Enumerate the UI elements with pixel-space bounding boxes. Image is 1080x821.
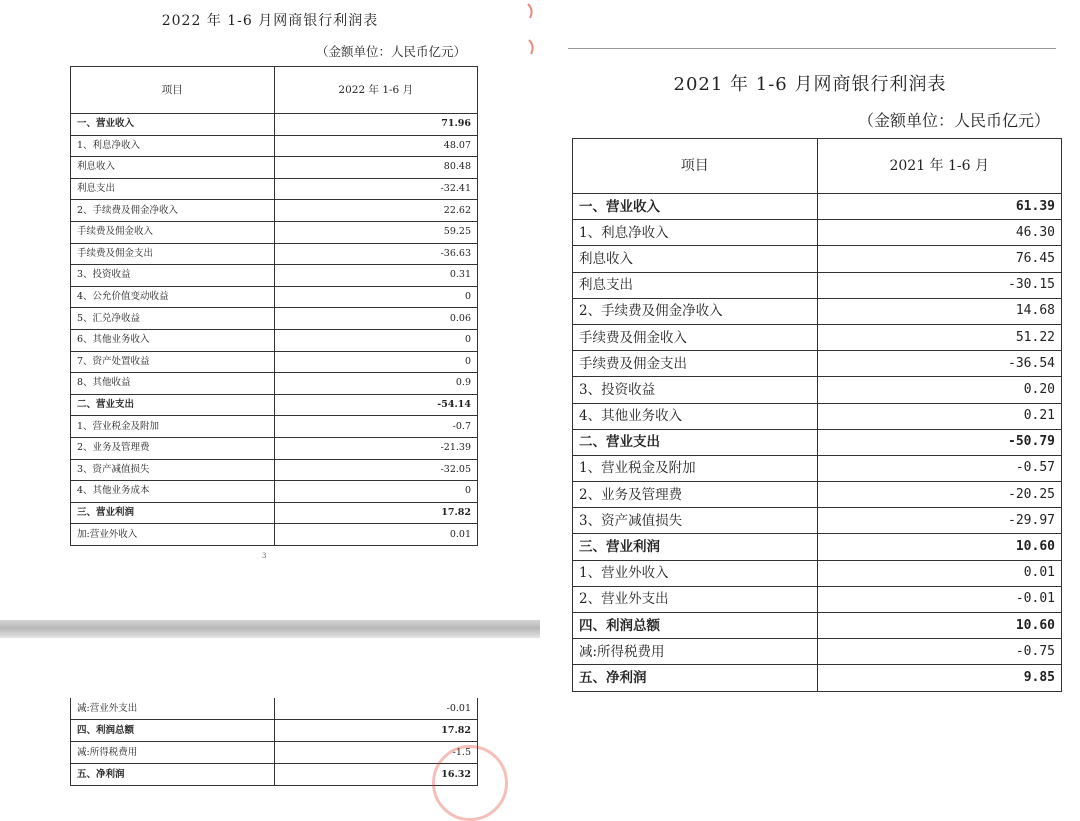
row-value: 17.82 (274, 502, 478, 524)
row-label: 1、营业税金及附加 (71, 416, 275, 438)
table-row (71, 114, 478, 136)
row-label: 1、营业税金及附加 (573, 455, 818, 481)
row-value: 76.45 (817, 246, 1062, 272)
row-value: -36.54 (817, 351, 1062, 377)
header-period: 2022 年 1-6 月 (274, 67, 478, 114)
row-value: 10.60 (817, 613, 1062, 639)
income-table-2022-body (71, 114, 478, 546)
header-rule (568, 48, 1056, 49)
table-row (71, 135, 478, 157)
table-row (71, 502, 478, 524)
row-value: -32.41 (274, 178, 478, 200)
table-row (71, 329, 478, 351)
row-label: 4、公允价值变动收益 (71, 286, 275, 308)
row-value: 22.62 (274, 200, 478, 222)
row-value: -30.15 (817, 272, 1062, 298)
row-label: 4、其他业务成本 (71, 481, 275, 503)
row-label: 利息收入 (573, 246, 818, 272)
row-label: 利息收入 (71, 157, 275, 179)
row-value: 51.22 (817, 324, 1062, 350)
row-label: 五、净利润 (573, 665, 818, 691)
row-value: -32.05 (274, 459, 478, 481)
row-value: 17.82 (274, 720, 478, 742)
table-row (71, 394, 478, 416)
table-row (71, 764, 478, 786)
income-table-2021 (572, 138, 1062, 692)
row-value: -54.14 (274, 394, 478, 416)
table-row (71, 221, 478, 243)
row-label: 2、业务及管理费 (71, 437, 275, 459)
table-row (573, 534, 1062, 560)
table-row (573, 220, 1062, 246)
row-label: 手续费及佣金收入 (71, 221, 275, 243)
table-row (71, 243, 478, 265)
row-label: 8、其他收益 (71, 373, 275, 395)
table-row (71, 157, 478, 179)
table-row (71, 720, 478, 742)
row-value: -36.63 (274, 243, 478, 265)
table-row (71, 437, 478, 459)
row-label: 3、投资收益 (573, 377, 818, 403)
income-table-2022-continued (70, 698, 478, 786)
table-row (573, 351, 1062, 377)
doc-2022-title: 2022 年 1-6 月网商银行利润表 (161, 13, 379, 29)
row-value: 0 (274, 286, 478, 308)
table-row (573, 403, 1062, 429)
row-value: 0.31 (274, 265, 478, 287)
row-value: 0 (274, 329, 478, 351)
income-table-2022 (70, 66, 478, 546)
row-value: 10.60 (817, 534, 1062, 560)
row-label: 加:营业外收入 (71, 524, 275, 546)
table-row (71, 416, 478, 438)
row-value: -0.7 (274, 416, 478, 438)
table-row (71, 351, 478, 373)
row-value: 71.96 (274, 114, 478, 136)
row-value: 0.21 (817, 403, 1062, 429)
table-row (573, 324, 1062, 350)
row-label: 3、投资收益 (71, 265, 275, 287)
row-label: 3、资产减值损失 (71, 459, 275, 481)
table-row (573, 298, 1062, 324)
table-row (71, 200, 478, 222)
row-label: 1、营业外收入 (573, 560, 818, 586)
row-label: 2、手续费及佣金净收入 (573, 298, 818, 324)
row-value: 0.01 (817, 560, 1062, 586)
row-value: 0.20 (817, 377, 1062, 403)
row-value: 0 (274, 481, 478, 503)
row-label: 二、营业支出 (573, 429, 818, 455)
row-label: 手续费及佣金收入 (573, 324, 818, 350)
row-label: 3、资产减值损失 (573, 508, 818, 534)
doc-2021-title: 2021 年 1-6 月网商银行利润表 (673, 74, 947, 95)
row-label: 手续费及佣金支出 (573, 351, 818, 377)
income-table-2022-continued-body (71, 698, 478, 786)
row-label: 减:所得税费用 (573, 639, 818, 665)
table-row (573, 429, 1062, 455)
row-value: -0.57 (817, 455, 1062, 481)
row-value: -0.01 (817, 586, 1062, 612)
row-value: 14.68 (817, 298, 1062, 324)
row-label: 四、利润总额 (573, 613, 818, 639)
row-value: -0.75 (817, 639, 1062, 665)
row-value: 9.85 (817, 665, 1062, 691)
row-label: 四、利润总额 (71, 720, 275, 742)
row-label: 6、其他业务收入 (71, 329, 275, 351)
table-row (573, 613, 1062, 639)
header-period: 2021 年 1-6 月 (817, 139, 1062, 194)
row-value: 59.25 (274, 221, 478, 243)
row-value: -0.01 (274, 698, 478, 720)
page-separator (0, 620, 540, 638)
table-row (573, 246, 1062, 272)
table-row (71, 459, 478, 481)
row-label: 手续费及佣金支出 (71, 243, 275, 265)
table-row (71, 481, 478, 503)
row-value: 0.9 (274, 373, 478, 395)
row-label: 5、汇兑净收益 (71, 308, 275, 330)
table-row (71, 286, 478, 308)
row-label: 一、营业收入 (71, 114, 275, 136)
row-label: 利息支出 (573, 272, 818, 298)
table-row (71, 178, 478, 200)
row-value: 48.07 (274, 135, 478, 157)
table-row (573, 508, 1062, 534)
row-label: 2、手续费及佣金净收入 (71, 200, 275, 222)
table-row (71, 373, 478, 395)
row-value: 0.01 (274, 524, 478, 546)
table-row (573, 377, 1062, 403)
row-label: 2、营业外支出 (573, 586, 818, 612)
table-row (71, 265, 478, 287)
doc-2022-unit: （金额单位：人民币亿元） (316, 44, 467, 59)
row-value: 0 (274, 351, 478, 373)
table-header-row (71, 67, 478, 114)
table-row (71, 308, 478, 330)
row-value: 16.32 (274, 764, 478, 786)
row-value: 80.48 (274, 157, 478, 179)
income-table-2021-body (573, 194, 1062, 692)
row-value: -29.97 (817, 508, 1062, 534)
table-row (71, 698, 478, 720)
row-label: 7、资产处置收益 (71, 351, 275, 373)
row-label: 三、营业利润 (573, 534, 818, 560)
table-row (573, 586, 1062, 612)
row-value: -20.25 (817, 482, 1062, 508)
row-value: -21.39 (274, 437, 478, 459)
row-value: 46.30 (817, 220, 1062, 246)
seal-stamp-icon (432, 745, 508, 821)
row-label: 三、营业利润 (71, 502, 275, 524)
row-label: 减:所得税费用 (71, 742, 275, 764)
table-row (573, 639, 1062, 665)
row-label: 4、其他业务收入 (573, 403, 818, 429)
table-row (573, 272, 1062, 298)
table-row (573, 665, 1062, 691)
table-row (573, 194, 1062, 220)
table-row (573, 455, 1062, 481)
table-row (71, 742, 478, 764)
row-label: 2、业务及管理费 (573, 482, 818, 508)
row-label: 一、营业收入 (573, 194, 818, 220)
row-value: -50.79 (817, 429, 1062, 455)
row-value: 0.06 (274, 308, 478, 330)
row-label: 五、净利润 (71, 764, 275, 786)
seal-fragment-icon (526, 0, 540, 60)
table-row (573, 482, 1062, 508)
header-item: 项目 (573, 139, 818, 194)
row-label: 减:营业外支出 (71, 698, 275, 720)
row-label: 1、利息净收入 (573, 220, 818, 246)
page-number: 3 (262, 552, 267, 560)
row-label: 1、利息净收入 (71, 135, 275, 157)
doc-2021-unit: （金额单位：人民币亿元） (858, 111, 1051, 130)
table-header-row (573, 139, 1062, 194)
header-item: 项目 (71, 67, 275, 114)
row-label: 利息支出 (71, 178, 275, 200)
doc-2022-page (0, 0, 540, 620)
table-row (71, 524, 478, 546)
row-value: 61.39 (817, 194, 1062, 220)
table-row (573, 560, 1062, 586)
row-value: -1.5 (274, 742, 478, 764)
row-label: 二、营业支出 (71, 394, 275, 416)
